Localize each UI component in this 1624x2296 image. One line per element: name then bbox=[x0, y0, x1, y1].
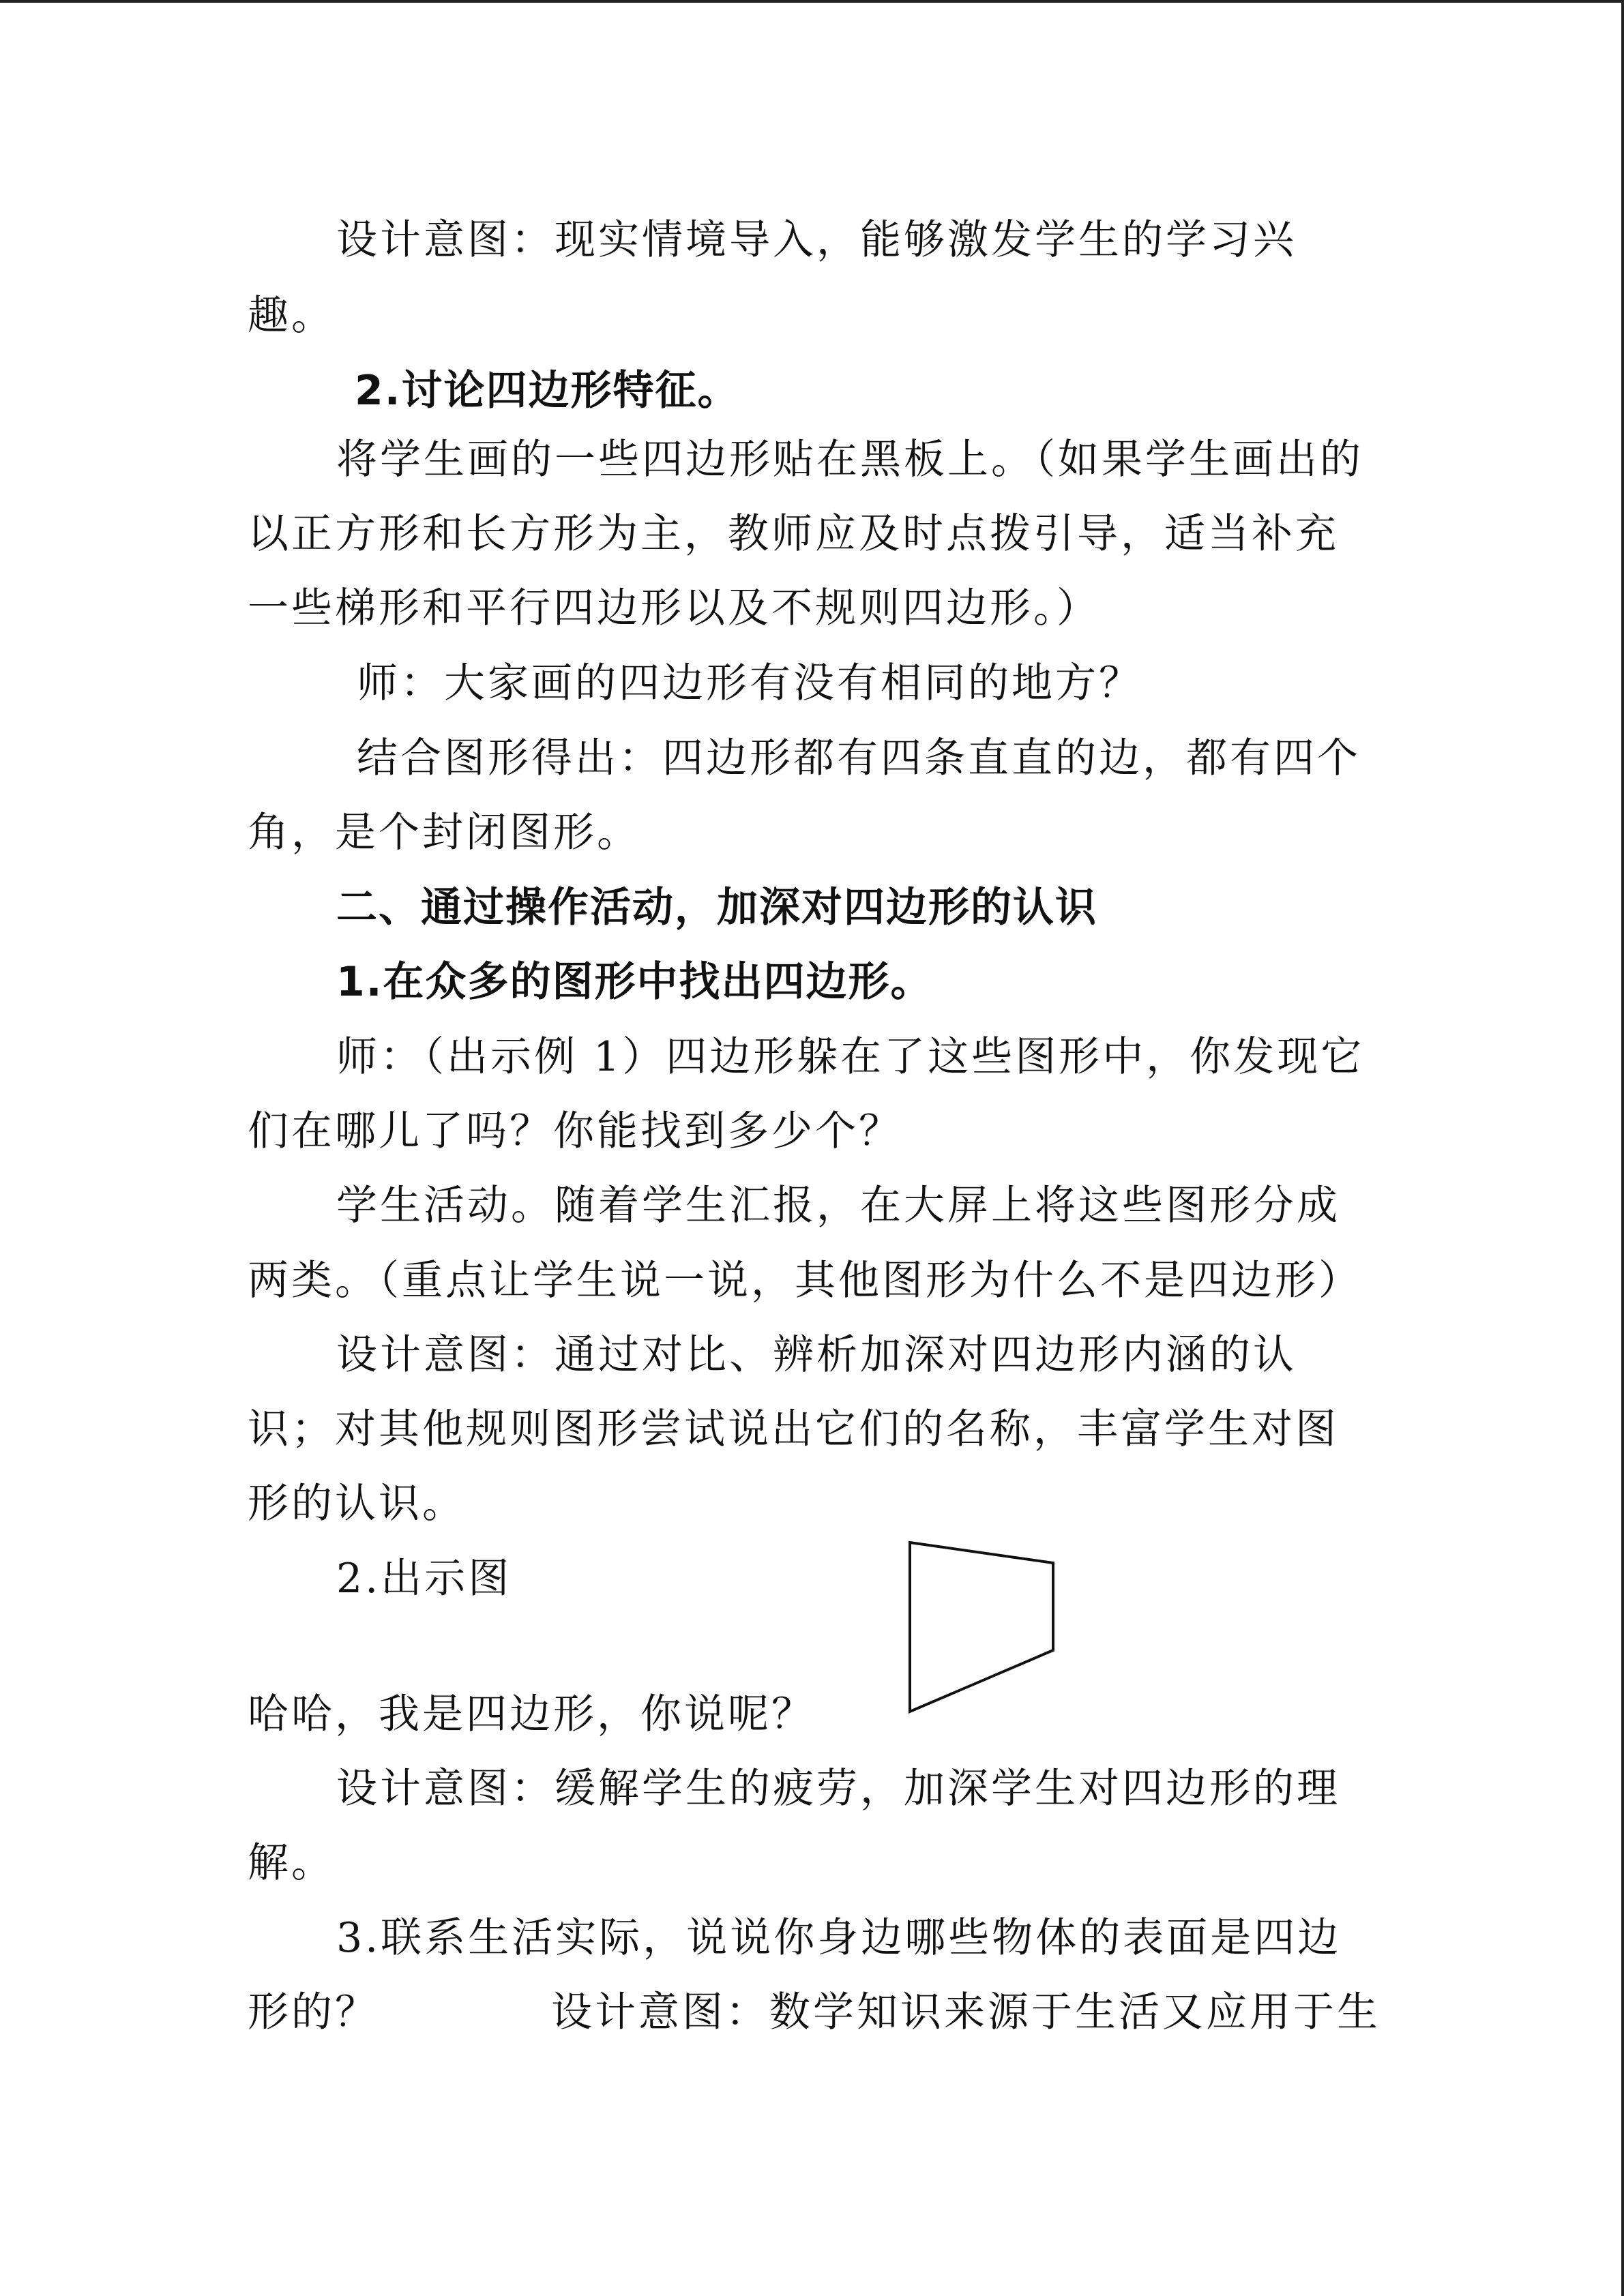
paragraph-line: 师：大家画的四边形有没有相同的地方？ bbox=[357, 659, 1142, 707]
paragraph-line: 师：（出示例 1）四边形躲在了这些图形中，你发现它 bbox=[336, 1033, 1365, 1081]
paragraph-line: 解。 bbox=[248, 1839, 335, 1887]
paragraph-line: 们在哪儿了吗？你能找到多少个？ bbox=[248, 1107, 902, 1155]
quadrilateral-shape bbox=[910, 1542, 1053, 1712]
paragraph-line: 哈哈，我是四边形，你说呢？ bbox=[248, 1690, 815, 1738]
section-heading: 2.讨论四边形特征。 bbox=[355, 367, 740, 415]
quadrilateral-figure bbox=[900, 1534, 1064, 1725]
paragraph-line: 识；对其他规则图形尝试说出它们的名称，丰富学生对图 bbox=[248, 1405, 1339, 1453]
paragraph-line: 2.出示图 bbox=[336, 1555, 512, 1602]
paragraph-line: 形的？ bbox=[248, 1988, 379, 2036]
page-right-border bbox=[1621, 0, 1624, 2296]
paragraph-line: 结合图形得出：四边形都有四条直直的边，都有四个 bbox=[357, 734, 1361, 782]
paragraph-line: 设计意图：通过对比、辨析加深对四边形内涵的认 bbox=[336, 1331, 1297, 1379]
section-heading: 二、通过操作活动，加深对四边形的认识 bbox=[336, 884, 1097, 931]
paragraph-line: 设计意图：缓解学生的疲劳，加深学生对四边形的理 bbox=[336, 1765, 1340, 1813]
paragraph-line: 一些梯形和平行四边形以及不规则四边形。） bbox=[248, 584, 1100, 632]
paragraph-line: 设计意图：现实情境导入，能够激发学生的学习兴 bbox=[336, 216, 1297, 264]
paragraph-line: 角，是个封闭图形。 bbox=[248, 809, 640, 856]
section-heading: 1.在众多的图形中找出四边形。 bbox=[336, 958, 933, 1006]
paragraph-line: 设计意图：数学知识来源于生活又应用于生 bbox=[551, 1988, 1381, 2036]
paragraph-line: 趣。 bbox=[248, 292, 335, 340]
paragraph-line: 学生活动。随着学生汇报，在大屏上将这些图形分成 bbox=[336, 1182, 1340, 1229]
paragraph-line: 形的认识。 bbox=[248, 1480, 466, 1527]
page-top-border bbox=[0, 0, 1624, 3]
paragraph-line: 3.联系生活实际，说说你身边哪些物体的表面是四边 bbox=[336, 1914, 1342, 1962]
paragraph-line: 两类。（重点让学生说一说，其他图形为什么不是四边形） bbox=[248, 1257, 1362, 1304]
paragraph-line: 以正方形和长方形为主，教师应及时点拨引导，适当补充 bbox=[248, 510, 1339, 558]
paragraph-line: 将学生画的一些四边形贴在黑板上。（如果学生画出的 bbox=[336, 436, 1363, 483]
